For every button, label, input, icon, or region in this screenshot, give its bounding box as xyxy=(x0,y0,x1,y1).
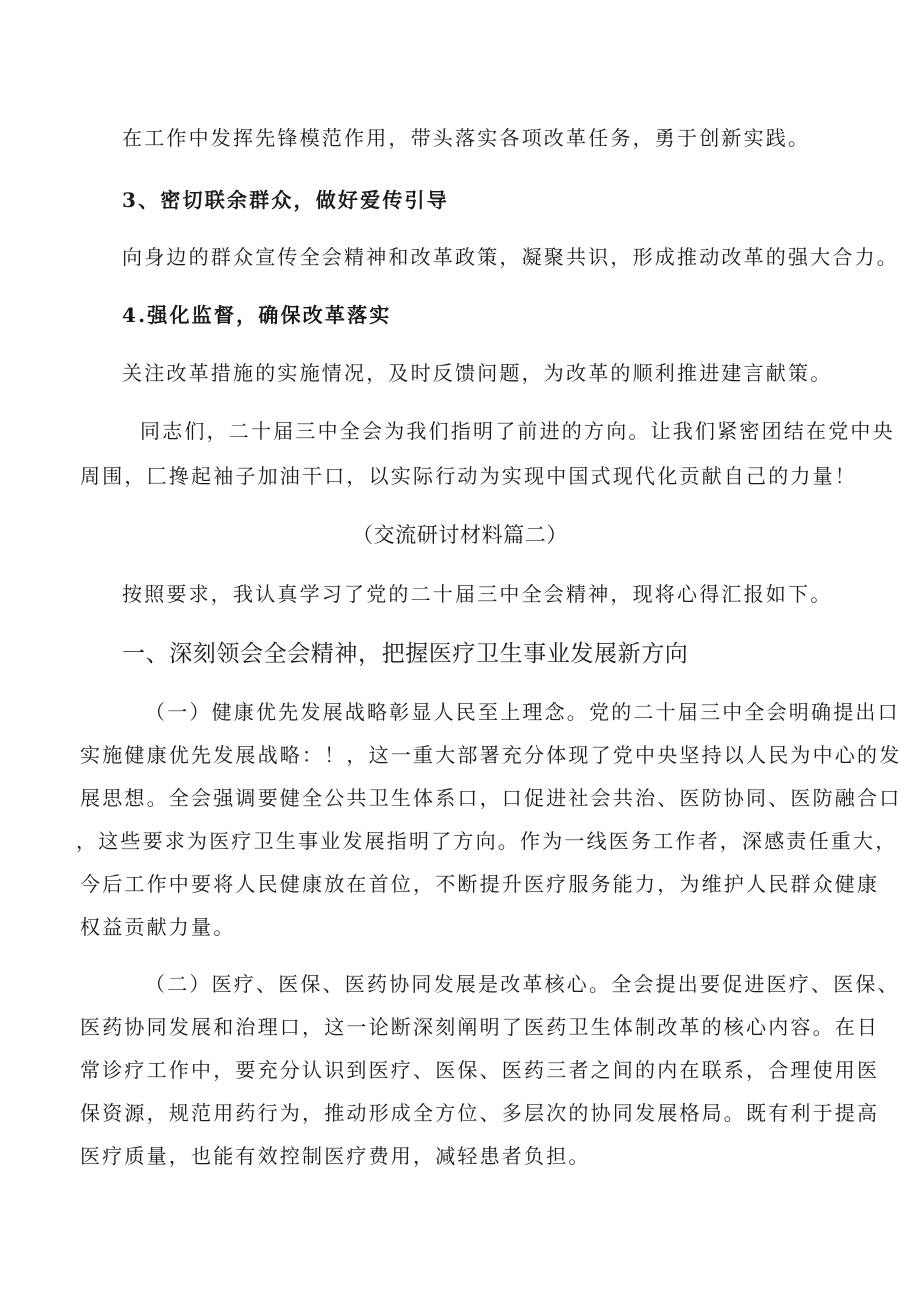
text-line: 展思想。全会强调要健全公共卫生体系口，口促进社会共治、医防协同、医防融合口 xyxy=(80,786,902,810)
text-line: 在工作中发挥先锋模范作用，带头落实各项改革任务，勇于创新实践。 xyxy=(122,126,811,150)
subheading-4: 4.强化监督，确保改革落实 xyxy=(122,303,392,327)
text-line: 向身边的群众宣传全会精神和改革政策，凝聚共识，形成推动改革的强大合力。 xyxy=(122,245,899,269)
text-line: 实施健康优先发展战略：！，这一重大部署充分体现了党中央坚持以人民为中心的发 xyxy=(80,743,902,767)
text-line: 周围，匚搀起袖子加油干口，以实际行动为实现中国式现代化贡献自己的力量！ xyxy=(80,464,857,488)
heading-1: 一、深刻领会全会精神，把握医疗卫生事业发展新方向 xyxy=(122,641,689,667)
section-title: （交流研讨材料篇二） xyxy=(352,523,568,547)
text-line: （一）健康优先发展战略彰显人民至上理念。党的二十届三中全会明确提出口 xyxy=(145,700,900,724)
text-line: 关注改革措施的实施情况，及时反馈问题，为改革的顺利推进建言献策。 xyxy=(122,361,833,385)
text-line: 今后工作中要将人民健康放在首位，不断提升医疗服务能力，为维护人民群众健康 xyxy=(80,872,880,896)
text-line: 同志们，二十届三中全会为我们指明了前进的方向。让我们紧密团结在党中央 xyxy=(140,419,895,443)
text-line: 按照要求，我认真学习了党的二十届三中全会精神，现将心得汇报如下。 xyxy=(122,582,833,606)
text-line: 医疗质量，也能有效控制医疗费用，减轻患者负担。 xyxy=(80,1144,591,1168)
text-line: 常诊疗工作中，要充分认识到医疗、医保、医药三者之间的内在联系，合理使用医 xyxy=(80,1058,880,1082)
text-line: ，这些要求为医疗卫生事业发展指明了方向。作为一线医务工作者，深感责任重大， xyxy=(76,829,898,853)
text-line: （二）医疗、医保、医药协同发展是改革核心。全会提出要促进医疗、医保、 xyxy=(145,972,900,996)
text-line: 权益贡献力量。 xyxy=(80,915,236,939)
text-line: 医药协同发展和治理口，这一论断深刻阐明了医药卫生体制改革的核心内容。在日 xyxy=(80,1015,880,1039)
text-line: 保资源，规范用药行为，推动形成全方位、多层次的协同发展格局。既有利于提高 xyxy=(80,1101,880,1125)
subheading-3: 3、密切联余群众，做好爱传引导 xyxy=(122,188,449,212)
